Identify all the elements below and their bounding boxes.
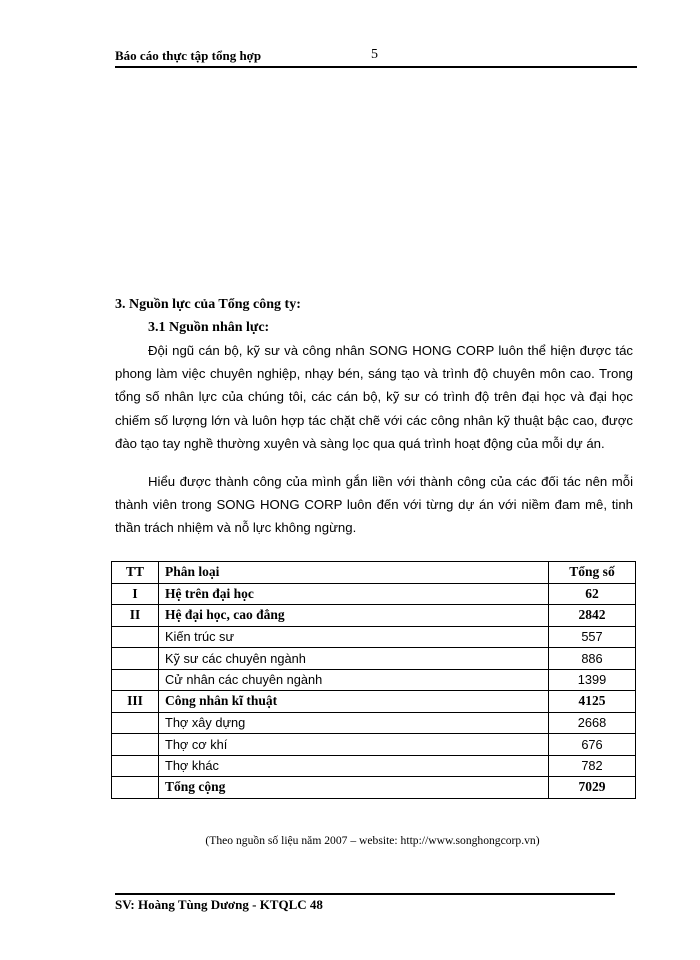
row-category-cell: Công nhân kĩ thuật [159, 691, 549, 713]
row-tt-cell: III [112, 691, 159, 713]
table-row [112, 583, 636, 605]
row-category-cell: Cử nhân các chuyên ngành [159, 669, 549, 691]
paragraph-company-values: Hiểu được thành công của mình gắn liền với thành công của các đối tác nên mỗi thành viên trong SONG HONG CORP luôn đến với từng dự án với niềm đam mê, tinh thần trách nhiệm và nỗ lực không ngừng. [115, 474, 633, 536]
row-tt-cell [112, 669, 159, 691]
paragraph-staff-description: Đội ngũ cán bộ, kỹ sư và công nhân SONG HONG CORP luôn thể hiện được tác phong làm việc chuyên nghiệp, nhạy bén, sáng tạo và trình độ chuyên môn cao. Trong tổng số nhân lực của chúng tôi, các cán bộ, kỹ sư có trình độ trên đại học và đại học chiếm số lượng lớn và luôn hợp tác chặt chẽ với các công nhân kỹ thuật bậc cao, được đào tạo tay nghề thường xuyên và sàng lọc qua quá trình hoạt động của mỗi dự án. [115, 343, 633, 451]
table-row [112, 626, 636, 648]
source-note: (Theo nguồn số liệu năm 2007 – website: http://www.songhongcorp.vn) [205, 834, 540, 847]
row-total-cell: 7029 [549, 777, 636, 799]
table-row [112, 712, 636, 734]
table-row [112, 648, 636, 670]
row-category-cell: Kiến trúc sư [159, 626, 549, 648]
row-tt-cell [112, 734, 159, 756]
table-header-row [112, 562, 636, 584]
header-rule [115, 66, 637, 68]
subsection-heading: 3.1 Nguồn nhân lực: [148, 320, 270, 335]
table-row [112, 755, 636, 777]
table-row [112, 605, 636, 627]
row-total-cell: 886 [549, 648, 636, 670]
row-total-cell: 557 [549, 626, 636, 648]
row-tt-cell: II [112, 605, 159, 627]
row-total-cell: 1399 [549, 669, 636, 691]
row-tt-cell [112, 626, 159, 648]
row-total-cell: 2842 [549, 605, 636, 627]
row-category-cell: Hệ đại học, cao đẳng [159, 605, 549, 627]
header-cell-tt: TT [112, 562, 159, 584]
row-tt-cell [112, 777, 159, 799]
header-cell-total: Tổng số [549, 562, 636, 584]
row-tt-cell [112, 755, 159, 777]
page-number: 5 [371, 47, 378, 62]
row-category-cell: Kỹ sư các chuyên ngành [159, 648, 549, 670]
row-tt-cell [112, 712, 159, 734]
row-total-cell: 4125 [549, 691, 636, 713]
row-total-cell: 676 [549, 734, 636, 756]
table-row [112, 691, 636, 713]
row-tt-cell: I [112, 583, 159, 605]
footer-student: SV: Hoàng Tùng Dương - KTQLC 48 [115, 897, 323, 912]
section-heading: 3. Nguồn lực của Tổng công ty: [115, 297, 301, 312]
header-title: Báo cáo thực tập tổng hợp [115, 48, 262, 63]
table-row [112, 734, 636, 756]
staff-table [111, 561, 636, 799]
row-category-cell: Thợ xây dựng [159, 712, 549, 734]
row-tt-cell [112, 648, 159, 670]
row-total-cell: 782 [549, 755, 636, 777]
row-total-cell: 2668 [549, 712, 636, 734]
table-row [112, 777, 636, 799]
row-category-cell: Thợ khác [159, 755, 549, 777]
table-row [112, 669, 636, 691]
row-total-cell: 62 [549, 583, 636, 605]
row-category-cell: Hệ trên đại học [159, 583, 549, 605]
footer-rule [115, 893, 615, 895]
row-category-cell: Thợ cơ khí [159, 734, 549, 756]
header-cell-category: Phân loại [159, 562, 549, 584]
row-category-cell: Tổng cộng [159, 777, 549, 799]
